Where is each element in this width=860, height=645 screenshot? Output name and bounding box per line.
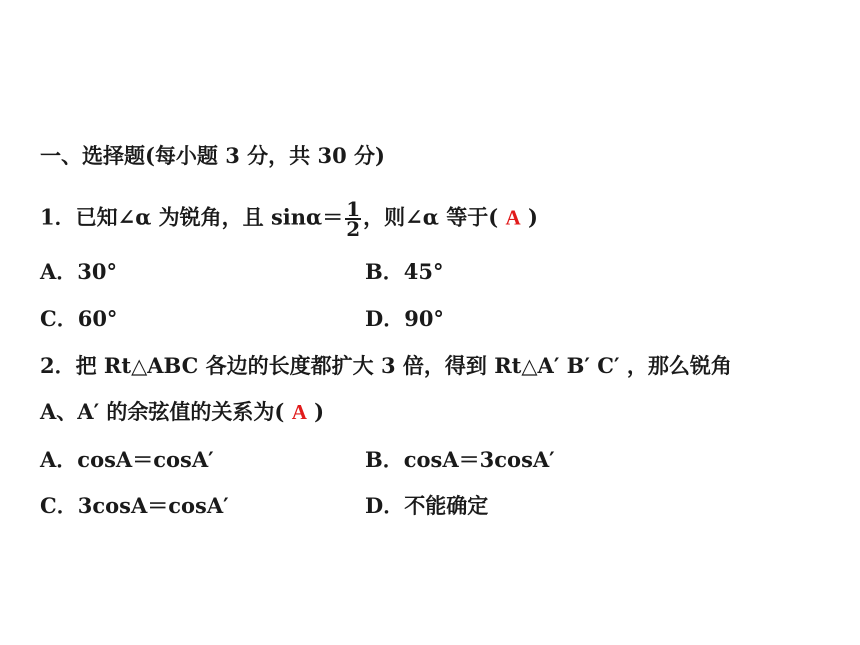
- question-2-answer: A: [291, 400, 307, 424]
- question-2-line-2-prefix: A、A′ 的余弦值的关系为(: [40, 399, 285, 424]
- question-1: [40, 197, 538, 241]
- fraction-denominator: 2: [346, 217, 361, 241]
- q1-option-a: A．30°: [40, 259, 118, 284]
- q1-option-d: D．90°: [365, 306, 444, 331]
- question-1-answer: A: [505, 205, 521, 230]
- q2-option-b: B．cosA＝3cosA′: [365, 447, 555, 472]
- fraction: [345, 197, 361, 241]
- question-1-suffix: ，则∠α 等于(: [363, 204, 499, 230]
- q1-option-c: C．60°: [40, 306, 118, 331]
- question-2-close: ): [314, 399, 325, 424]
- q2-option-d: D．不能确定: [365, 493, 489, 518]
- q2-option-a: A．cosA＝cosA′: [40, 447, 214, 472]
- q1-option-b: B．45°: [365, 259, 444, 284]
- q2-option-c: C．3cosA＝cosA′: [40, 493, 229, 518]
- question-2-line-1: 2．把 Rt△ABC 各边的长度都扩大 3 倍，得到 Rt△A′ B′ C′ ，那么锐角: [40, 353, 732, 378]
- question-1-prefix: 1．已知∠α 为锐角，且 sinα＝: [40, 204, 344, 230]
- question-2-line-2: [40, 398, 324, 426]
- question-1-close: ): [527, 204, 538, 230]
- fraction-numerator: 1: [346, 197, 361, 221]
- section-title: 一、选择题(每小题 3 分，共 30 分): [40, 143, 385, 168]
